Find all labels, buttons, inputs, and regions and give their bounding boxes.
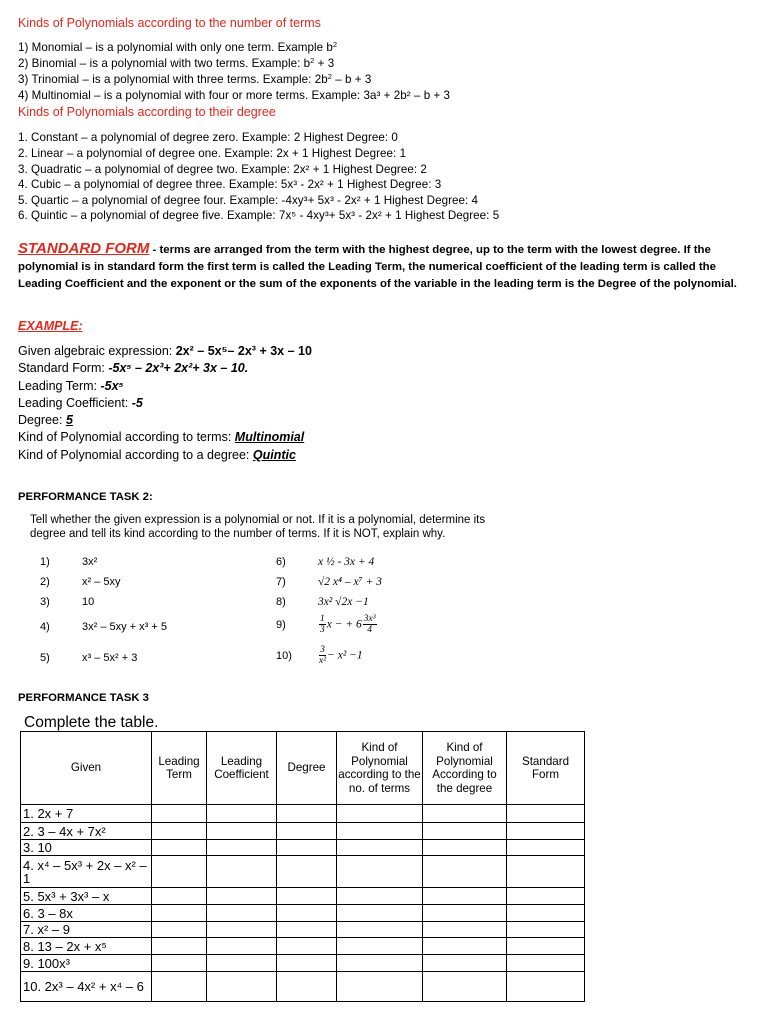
kind-terms-label: Kind of Polynomial according to terms: (18, 430, 235, 444)
given-cell: 9. 100x³ (21, 955, 152, 972)
answer-cell[interactable] (207, 905, 277, 922)
answer-cell[interactable] (423, 856, 507, 888)
answer-cell[interactable] (423, 905, 507, 922)
item-expression: 3x² (82, 556, 98, 568)
terms-item-tail: – b + 3 (331, 73, 372, 86)
answer-cell[interactable] (207, 805, 277, 823)
list-item (40, 576, 121, 588)
answer-cell[interactable] (207, 955, 277, 972)
item-number: 10) (276, 649, 292, 662)
terms-item-3 (18, 73, 371, 86)
answer-cell[interactable] (337, 888, 423, 905)
item-expression: √2 x⁴ – x⁷ + 3 (318, 576, 382, 588)
table-row (21, 840, 585, 856)
answer-cell[interactable] (337, 823, 423, 840)
answer-cell[interactable] (277, 840, 337, 856)
answer-cell[interactable] (152, 805, 207, 823)
list-item (40, 621, 167, 633)
answer-cell[interactable] (507, 955, 585, 972)
item-number: 5) (40, 652, 50, 664)
table-row (21, 823, 585, 840)
terms-item-text: 3) Trinomial – is a polynomial with three terms. Example: 2b (18, 73, 328, 86)
terms-item-sup: 2 (310, 56, 315, 65)
leading-term-value: -5x⁵ (100, 379, 124, 393)
answer-cell[interactable] (507, 888, 585, 905)
answer-cell[interactable] (277, 888, 337, 905)
header-leading-coefficient: Leading Coefficient (207, 732, 277, 805)
item-number: 9) (276, 618, 286, 631)
terms-item-text: 2) Binomial – is a polynomial with two terms. Example: b (18, 57, 311, 70)
answer-cell[interactable] (207, 972, 277, 1002)
answer-cell[interactable] (207, 856, 277, 888)
terms-item-tail: + 3 (314, 57, 335, 70)
table-row (21, 922, 585, 938)
answer-cell[interactable] (423, 938, 507, 955)
task2-title: PERFORMANCE TASK 2: (18, 491, 153, 503)
answer-cell[interactable] (423, 972, 507, 1002)
table-row (21, 856, 585, 888)
leading-coefficient-value: -5 (131, 396, 143, 410)
answer-cell[interactable] (337, 938, 423, 955)
list-item (276, 556, 374, 568)
terms-item-4 (18, 89, 450, 102)
example-given (18, 344, 312, 358)
degree-item-4: 4. Cubic – a polynomial of degree three. Example: 5x³ - 2x² + 1 Highest Degree: 3 (18, 178, 442, 191)
answer-cell[interactable] (152, 856, 207, 888)
example-label: EXAMPLE: (18, 319, 83, 333)
example-leading-coefficient (18, 396, 143, 410)
list-item (40, 652, 137, 664)
terms-section-heading: Kinds of Polynomials according to the number of terms (18, 16, 321, 30)
degree-item-2: 2. Linear – a polynomial of degree one. Example: 2x + 1 Highest Degree: 1 (18, 147, 407, 160)
item-expression: 3x² – 5xy + x³ + 5 (82, 621, 167, 633)
header-kind-degree: Kind of Polynomial According to the degree (423, 732, 507, 805)
standard-form-label: STANDARD FORM (18, 240, 150, 257)
leading-term-label: Leading Term: (18, 379, 101, 393)
item-expression: − x² −1 (327, 649, 363, 662)
answer-cell[interactable] (337, 856, 423, 888)
item-number: 2) (40, 576, 50, 588)
item-number: 8) (276, 596, 286, 608)
answer-cell[interactable] (152, 938, 207, 955)
standard-form-text: - terms are arranged from the term with the highest degree, up to the term with the lowest degree. If the polynomial is in standard form the first term is called the Leading Term, the numerical coefficient of the leading term is called the Leading Coefficient and the exponent or the sum of the exponents of the variable in the leading term is the Degree of the polynomial. (18, 244, 737, 290)
task3-title: PERFORMANCE TASK 3 (18, 692, 149, 704)
answer-cell[interactable] (152, 955, 207, 972)
item-number: 3) (40, 596, 50, 608)
degree-item-6: 6. Quintic – a polynomial of degree five. Example: 7x⁵ - 4xy³+ 5x³ - 2x² + 1 Highest Degree: 5 (18, 209, 500, 222)
terms-item-1 (18, 41, 337, 54)
answer-cell[interactable] (507, 856, 585, 888)
item-expression: x³ – 5x² + 3 (82, 652, 138, 664)
header-leading-term: Leading Term (152, 732, 207, 805)
answer-cell[interactable] (423, 823, 507, 840)
answer-cell[interactable] (423, 840, 507, 856)
example-kind-terms (18, 430, 304, 444)
answer-cell[interactable] (207, 840, 277, 856)
standard-form-example-label: Standard Form: (18, 361, 109, 375)
item-number: 1) (40, 556, 50, 568)
kind-degree-label: Kind of Polynomial according to a degree: (18, 448, 253, 462)
answer-cell[interactable] (423, 805, 507, 823)
task2-instructions: Tell whether the given expression is a polynomial or not. If it is a polynomial, determine its degree and tell its kind according to the number of terms. If it is NOT, explain why. (30, 514, 486, 540)
item-expression: x ½ - 3x + 4 (318, 556, 375, 568)
kind-degree-value: Quintic (252, 448, 296, 462)
answer-cell[interactable] (337, 955, 423, 972)
given-value: 2x² – 5x⁵– 2x³ + 3x – 10 (175, 344, 312, 358)
answer-cell[interactable] (152, 922, 207, 938)
answer-cell[interactable] (507, 938, 585, 955)
answer-cell[interactable] (337, 805, 423, 823)
answer-cell[interactable] (507, 922, 585, 938)
answer-cell[interactable] (337, 972, 423, 1002)
given-cell: 2. 3 – 4x + 7x² (21, 823, 152, 840)
answer-cell[interactable] (277, 955, 337, 972)
given-cell: 7. x² – 9 (21, 922, 152, 938)
answer-cell[interactable] (423, 888, 507, 905)
example-degree (18, 413, 73, 427)
answer-cell[interactable] (152, 888, 207, 905)
given-cell: 10. 2x³ – 4x² + x⁴ – 6 (21, 972, 152, 1002)
degree-item-3: 3. Quadratic – a polynomial of degree two. Example: 2x² + 1 Highest Degree: 2 (18, 163, 427, 176)
fraction-numerator: 1 (320, 614, 325, 624)
list-item (276, 614, 378, 635)
task3-instruction: Complete the table. (24, 714, 159, 731)
given-cell: 4. x⁴ – 5x³ + 2x – x² – 1 (21, 856, 152, 888)
table-row (21, 972, 585, 1002)
table-row (21, 955, 585, 972)
answer-cell[interactable] (152, 905, 207, 922)
answer-cell[interactable] (337, 905, 423, 922)
table-header-row (21, 732, 585, 805)
fraction-denominator: 4 (367, 625, 373, 635)
item-expression: 3x² √2x −1 (318, 596, 369, 608)
fraction-denominator: 3 (320, 625, 325, 635)
answer-cell[interactable] (152, 972, 207, 1002)
item-number: 6) (276, 556, 286, 568)
answer-cell[interactable] (277, 972, 337, 1002)
degree-item-1: 1. Constant – a polynomial of degree zero. Example: 2 Highest Degree: 0 (18, 131, 398, 144)
list-item (40, 556, 97, 568)
given-cell: 3. 10 (21, 840, 152, 856)
answer-cell[interactable] (507, 840, 585, 856)
terms-item-sup: 2 (327, 72, 332, 81)
answer-cell[interactable] (277, 922, 337, 938)
item-expression: x² – 5xy (82, 576, 121, 588)
fraction-numerator: 3x³ (363, 614, 376, 624)
header-degree: Degree (277, 732, 337, 805)
given-cell: 5. 5x³ + 3x³ – x (21, 888, 152, 905)
answer-cell[interactable] (207, 922, 277, 938)
answer-cell[interactable] (507, 972, 585, 1002)
list-item (276, 576, 382, 588)
answer-cell[interactable] (277, 856, 337, 888)
list-item (40, 596, 94, 608)
header-kind-terms: Kind of Polynomial according to the no. of terms (337, 732, 423, 805)
degree-item-5: 5. Quartic – a polynomial of degree four. Example: -4xy³+ 5x³ - 2x² + 1 Highest Degree: 4 (18, 194, 479, 207)
header-standard-form: Standard Form (507, 732, 585, 805)
answer-cell[interactable] (277, 905, 337, 922)
fraction-denominator: x² (319, 656, 327, 666)
answer-cell[interactable] (423, 955, 507, 972)
answer-cell[interactable] (152, 823, 207, 840)
terms-item-text: 4) Multinomial – is a polynomial with four or more terms. Example: 3a³ + 2b² – b + 3 (18, 89, 451, 102)
given-label: Given algebraic expression: (18, 344, 176, 358)
item-expression: 10 (82, 596, 95, 608)
fraction (319, 645, 326, 666)
header-given: Given (21, 732, 152, 805)
terms-item-sup: 2 (332, 40, 338, 49)
item-number: 7) (276, 576, 286, 588)
table-row (21, 938, 585, 955)
list-item (276, 596, 369, 608)
table-row (21, 805, 585, 823)
answer-cell[interactable] (207, 823, 277, 840)
item-number: 4) (40, 621, 50, 633)
terms-item-text: 1) Monomial – is a polynomial with only one term. Example b (18, 41, 333, 54)
given-cell: 6. 3 – 8x (21, 905, 152, 922)
answer-cell[interactable] (207, 888, 277, 905)
fraction (319, 614, 326, 635)
example-kind-degree (18, 448, 296, 462)
answer-cell[interactable] (507, 905, 585, 922)
degree-label: Degree: (18, 413, 66, 427)
table-row (21, 905, 585, 922)
list-item (276, 645, 363, 666)
answer-cell[interactable] (507, 823, 585, 840)
answer-cell[interactable] (507, 805, 585, 823)
answer-cell[interactable] (207, 938, 277, 955)
task3-table (20, 731, 585, 1002)
kind-terms-value: Multinomial (234, 430, 305, 444)
standard-form-example-value: -5x⁵ – 2x³+ 2x²+ 3x – 10. (108, 361, 249, 375)
leading-coefficient-label: Leading Coefficient: (18, 396, 132, 410)
given-cell: 1. 2x + 7 (21, 805, 152, 823)
answer-cell[interactable] (337, 840, 423, 856)
answer-cell[interactable] (277, 805, 337, 823)
example-standard-form (18, 361, 248, 375)
answer-cell[interactable] (423, 922, 507, 938)
answer-cell[interactable] (152, 840, 207, 856)
degree-value: 5 (65, 413, 73, 427)
table-row (21, 888, 585, 905)
given-cell: 8. 13 – 2x + x⁵ (21, 938, 152, 955)
fraction-numerator: 3 (320, 645, 325, 655)
fraction (363, 614, 377, 635)
answer-cell[interactable] (277, 823, 337, 840)
degree-section-heading: Kinds of Polynomials according to their degree (18, 105, 276, 119)
item-expression: x − + 6 (326, 618, 362, 631)
example-leading-term (18, 379, 124, 393)
terms-item-2 (18, 57, 334, 70)
standard-form-paragraph (18, 240, 753, 293)
answer-cell[interactable] (337, 922, 423, 938)
answer-cell[interactable] (277, 938, 337, 955)
